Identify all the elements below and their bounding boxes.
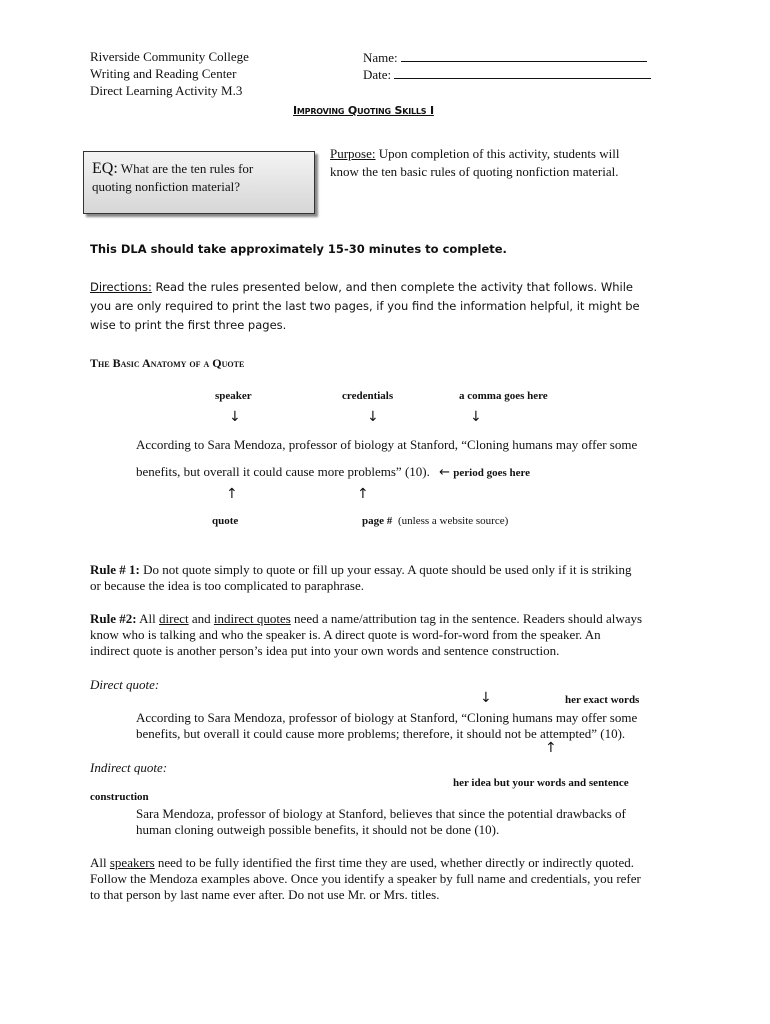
closing-line2: Follow the Mendoza examples above. Once you identify a speaker by full name and credentials, you refer (90, 871, 641, 886)
name-line (401, 49, 647, 62)
rule1-line2: or because the idea is too complicated to paraphrase. (90, 578, 364, 593)
purpose-line1: Purpose: Upon completion of this activity, students will (330, 146, 620, 161)
date-line (394, 66, 651, 79)
eq-prefix: EQ: (92, 160, 118, 177)
directions-line2: you are only required to print the last two pages, if you find the information helpful, it might be (90, 299, 640, 313)
direct-line2: benefits, but overall it could cause more problems; therefore, it should not be attempted” (10). (136, 726, 626, 741)
directions-line3: wise to print the first three pages. (90, 318, 287, 332)
purpose-line2: know the ten basic rules of quoting nonfiction material. (330, 164, 619, 179)
anatomy-sentence-line2: benefits, but overall it could cause more problems” (10). ← period goes here (136, 464, 531, 480)
eq-line2: quoting nonfiction material? (92, 179, 241, 194)
directions-line1: Directions: Read the rules presented below, and then complete the activity that follows. While (90, 280, 633, 294)
closing-line1: All speakers need to be fully identified the first time they are used, whether directly or indirectly quoted. (90, 855, 635, 870)
arrow-up-icon: ↑ (545, 740, 557, 756)
label-credentials: credentials (342, 390, 394, 402)
arrow-left-icon: ← (439, 465, 451, 480)
label-quote: quote (212, 515, 239, 527)
time-note: This DLA should take approximately 15-30 minutes to complete. (90, 242, 507, 256)
label-speaker: speaker (215, 390, 252, 402)
rule2-line1: Rule #2: All direct and indirect quotes need a name/attribution tag in the sentence. Readers should always (90, 611, 643, 626)
arrow-up-icon: ↑ (226, 486, 238, 502)
rule2-label: Rule #2: (90, 611, 137, 626)
anatomy-sentence-line1: According to Sara Mendoza, professor of biology at Stanford, “Cloning humans may offer some (136, 437, 638, 452)
arrow-up-icon: ↑ (357, 486, 369, 502)
page-title: Improving Quoting Skills I (293, 104, 434, 117)
arrow-down-icon: ↓ (367, 409, 379, 425)
rule2-line3: indirect quote is another person’s idea put into your own words and sentence construction. (90, 643, 560, 658)
closing-line3: to that person by last name ever after. Do not use Mr. or Mrs. titles. (90, 887, 440, 902)
indirect-note-line1: her idea but your words and sentence (453, 777, 629, 789)
direct-note: her exact words (565, 694, 640, 706)
direct-quote-label: Direct quote: (90, 677, 160, 692)
eq-box (83, 151, 315, 214)
indirect-line1: Sara Mendoza, professor of biology at Stanford, believes that since the potential drawbacks of (136, 806, 626, 821)
indirect-quote-label: Indirect quote: (90, 760, 168, 775)
college-name: Riverside Community College (90, 49, 249, 64)
indirect-line2: human cloning outweigh possible benefits, it should not be done (10). (136, 822, 500, 837)
directions-label: Directions: (90, 280, 152, 294)
rule1-line1: Rule # 1: Do not quote simply to quote or fill up your essay. A quote should be used only if it is striking (90, 562, 632, 577)
indirect-note-line2: construction (90, 791, 149, 803)
purpose-label: Purpose: (330, 146, 376, 161)
label-page: page # (unless a website source) (362, 515, 509, 527)
name-label: Name: (363, 50, 398, 65)
label-comma: a comma goes here (459, 390, 548, 402)
arrow-down-icon: ↓ (470, 409, 482, 425)
rule2-line2: know who is talking and who the speaker is. A direct quote is word-for-word from the speaker. An (90, 627, 601, 642)
label-period: period goes here (453, 467, 531, 479)
rule1-label: Rule # 1: (90, 562, 140, 577)
arrow-down-icon: ↓ (480, 690, 492, 706)
anatomy-heading: The Basic Anatomy of a Quote (90, 356, 245, 370)
center-name: Writing and Reading Center (90, 66, 237, 81)
activity-name: Direct Learning Activity M.3 (90, 83, 243, 98)
name-field (363, 49, 647, 66)
eq-line1: What are the ten rules for (120, 161, 254, 176)
date-field (363, 66, 651, 83)
direct-line1: According to Sara Mendoza, professor of biology at Stanford, “Cloning humans may offer some (136, 710, 638, 725)
arrow-down-icon: ↓ (229, 409, 241, 425)
date-label: Date: (363, 67, 392, 82)
